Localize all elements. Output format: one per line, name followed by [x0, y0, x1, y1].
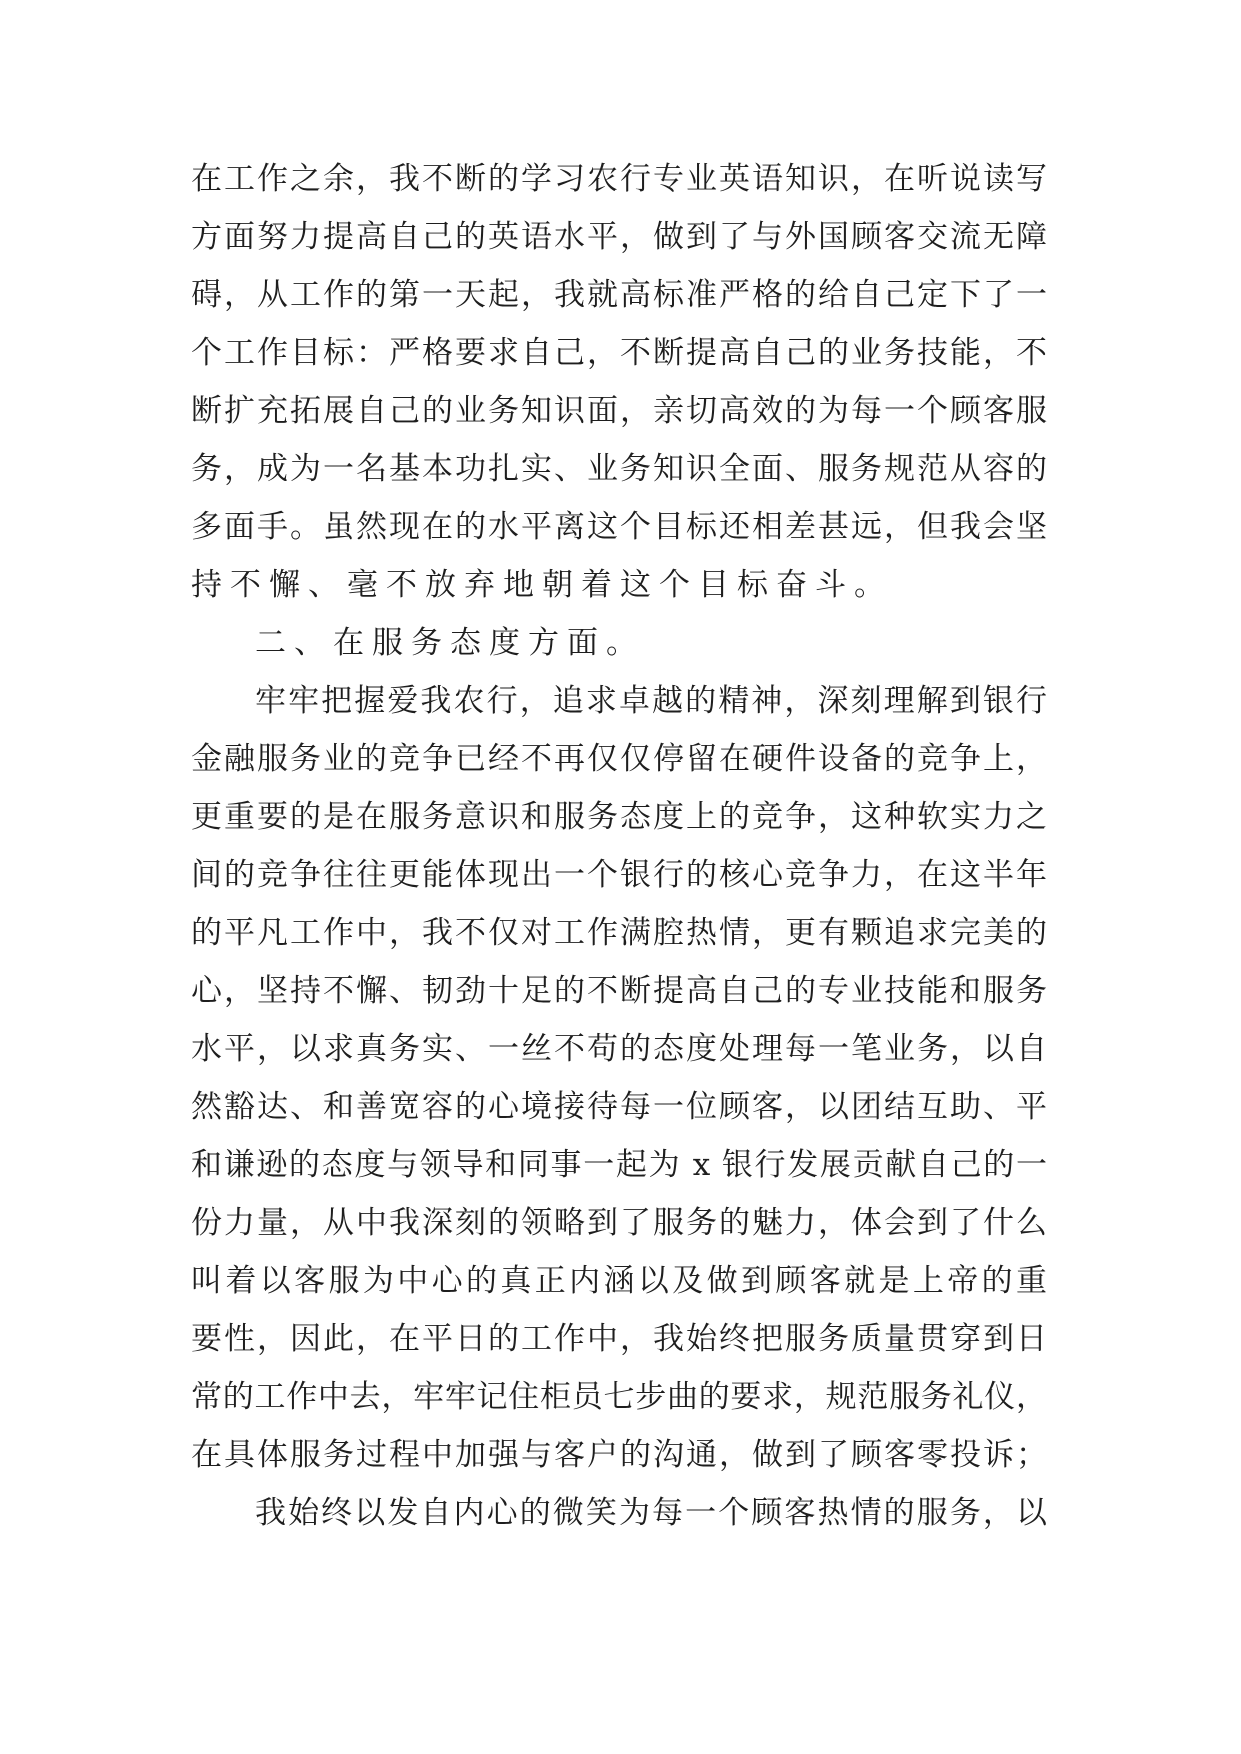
paragraph-line: 在具体服务过程中加强与客户的沟通，做到了顾客零投诉；: [191, 1437, 1047, 1473]
section-heading: 二、在服务态度方面。: [255, 625, 645, 661]
paragraph-line: 叫着以客服为中心的真正内涵以及做到顾客就是上帝的重: [191, 1263, 1047, 1299]
paragraph-line: 断扩充拓展自己的业务知识面，亲切高效的为每一个顾客服: [191, 393, 1047, 429]
paragraph-line: 个工作目标：严格要求自己，不断提高自己的业务技能，不: [191, 335, 1047, 371]
paragraph-line: 牢牢把握爱我农行，追求卓越的精神，深刻理解到银行: [255, 683, 1047, 719]
paragraph-line: 更重要的是在服务意识和服务态度上的竞争，这种软实力之: [191, 799, 1047, 835]
document-body: [191, 150, 1047, 1542]
paragraph-line: 水平，以求真务实、一丝不苟的态度处理每一笔业务，以自: [191, 1031, 1047, 1067]
paragraph-line: 心，坚持不懈、韧劲十足的不断提高自己的专业技能和服务: [191, 973, 1047, 1009]
paragraph-line: 常的工作中去，牢牢记住柜员七步曲的要求，规范服务礼仪，: [191, 1379, 1047, 1415]
paragraph-line: 务，成为一名基本功扎实、业务知识全面、服务规范从容的: [191, 451, 1047, 487]
paragraph-line: 和谦逊的态度与领导和同事一起为 x 银行发展贡献自己的一: [191, 1147, 1047, 1183]
paragraph-line: 然豁达、和善宽容的心境接待每一位顾客，以团结互助、平: [191, 1089, 1047, 1125]
paragraph-line: 多面手。虽然现在的水平离这个目标还相差甚远，但我会坚: [191, 509, 1047, 545]
paragraph-line: 要性，因此，在平日的工作中，我始终把服务质量贯穿到日: [191, 1321, 1047, 1357]
paragraph-line: 碍，从工作的第一天起，我就高标准严格的给自己定下了一: [191, 277, 1047, 313]
paragraph-line: 持不懈、毫不放弃地朝着这个目标奋斗。: [191, 567, 893, 603]
paragraph-line: 的平凡工作中，我不仅对工作满腔热情，更有颗追求完美的: [191, 915, 1047, 951]
paragraph-line: 我始终以发自内心的微笑为每一个顾客热情的服务，以: [255, 1495, 1047, 1531]
paragraph-line: 间的竞争往往更能体现出一个银行的核心竞争力，在这半年: [191, 857, 1047, 893]
paragraph-line: 在工作之余，我不断的学习农行专业英语知识，在听说读写: [191, 161, 1047, 197]
paragraph-line: 份力量，从中我深刻的领略到了服务的魅力，体会到了什么: [191, 1205, 1047, 1241]
paragraph-line: 方面努力提高自己的英语水平，做到了与外国顾客交流无障: [191, 219, 1047, 255]
paragraph-line: 金融服务业的竞争已经不再仅仅停留在硬件设备的竞争上，: [191, 741, 1047, 777]
